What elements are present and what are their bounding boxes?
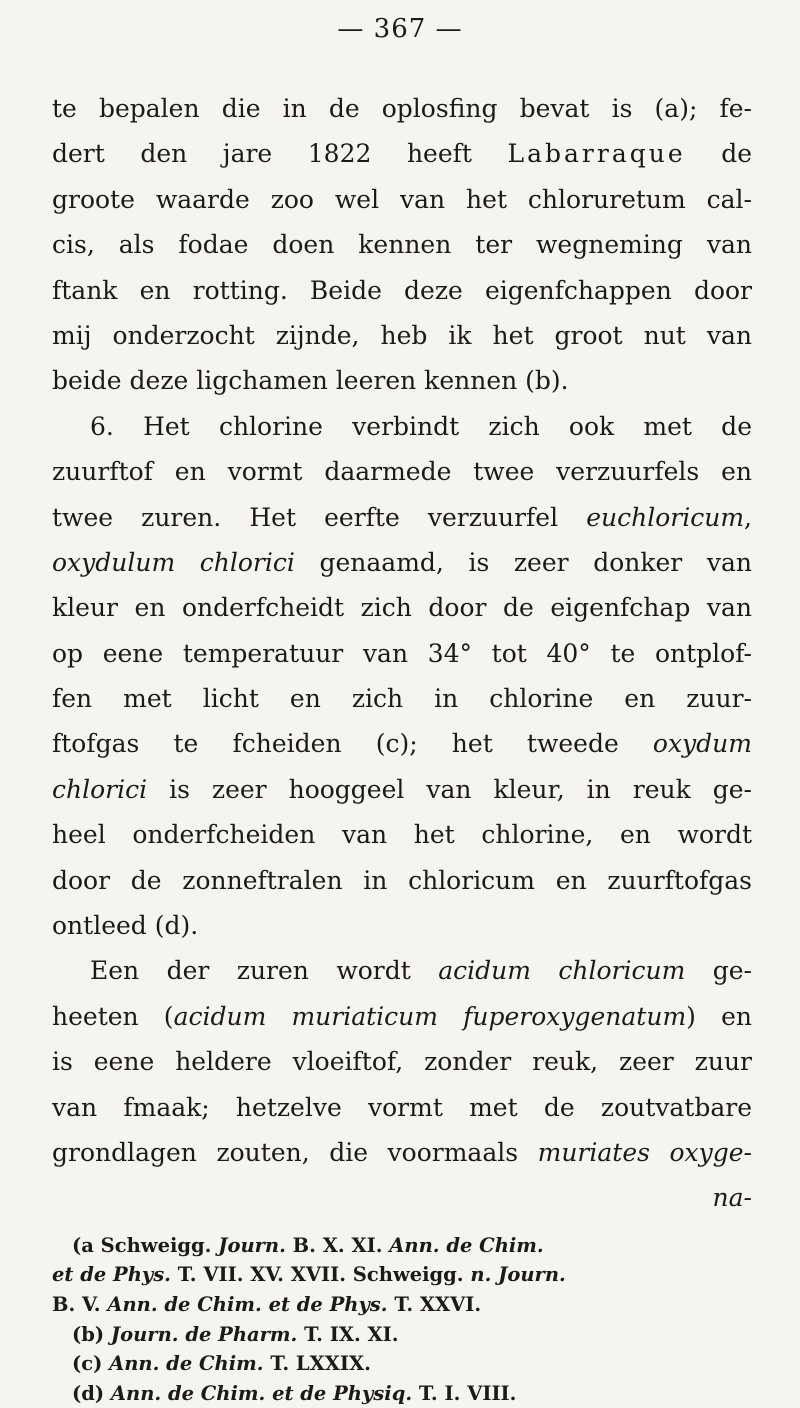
text-line: twee zuren. Het eerfte verzuurfel euchloricum, xyxy=(52,502,752,532)
main-text xyxy=(52,86,752,1408)
latin-term: muriates oxyge- xyxy=(537,1137,752,1167)
text-line: kleur en onderfcheidt zich door de eigenfchap van xyxy=(52,593,752,623)
author-name: Labarraque xyxy=(507,139,686,169)
footnote-line: (d) Ann. de Chim. et de Physiq. T. I. VIII. xyxy=(72,1381,517,1405)
text-line: fen met licht en zich in chlorine en zuur- xyxy=(52,684,752,714)
text-line: door de zonneftralen in chloricum en zuurftofgas xyxy=(52,865,752,895)
text-line: groote waarde zoo wel van het chloruretum cal- xyxy=(52,184,752,214)
text-line: ontleed (d). xyxy=(52,911,199,941)
page-number: — 367 — xyxy=(337,14,463,44)
text-line: dert den jare 1822 heeft Labarraque de xyxy=(52,139,752,169)
text-line: te bepalen die in de oplosfing bevat is (a); fe- xyxy=(52,94,752,123)
text-line: zuurftof en vormt daarmede twee verzuurfels en xyxy=(52,457,752,487)
footnote-line: B. V. Ann. de Chim. et de Phys. T. XXVI. xyxy=(52,1292,482,1316)
text-line: grondlagen zouten, die voormaals muriates oxyge- xyxy=(52,1137,752,1167)
latin-term: oxydum xyxy=(652,729,752,759)
text-line: heeten (acidum muriaticum fuperoxygenatum) en xyxy=(52,1001,752,1031)
footnote-line: (b) Journ. de Pharm. T. IX. XI. xyxy=(72,1322,399,1346)
latin-term: chlorici xyxy=(52,774,148,804)
latin-term: acidum chloricum xyxy=(438,956,686,986)
latin-term: euchloricum xyxy=(586,502,745,532)
latin-term: oxydulum chlorici xyxy=(52,547,295,577)
footnote-line: (c) Ann. de Chim. T. LXXIX. xyxy=(72,1352,371,1376)
text-line: op eene temperatuur van 34° tot 40° te ontplof- xyxy=(52,638,752,668)
catchword: na- xyxy=(712,1183,752,1213)
text-line: heel onderfcheiden van het chlorine, en wordt xyxy=(52,820,752,850)
footnote-line: (a Schweigg. Journ. B. X. XI. Ann. de Chim. xyxy=(72,1233,544,1257)
text-line: chlorici is zeer hooggeel van kleur, in reuk ge- xyxy=(52,774,752,804)
text-line: van fmaak; hetzelve vormt met de zoutvatbare xyxy=(52,1092,752,1122)
text-line: ftank en rotting. Beide deze eigenfchappen door xyxy=(52,275,752,305)
text-line: is eene heldere vloeiftof, zonder reuk, zeer zuur xyxy=(52,1047,752,1077)
text-line: cis, als fodae doen kennen ter wegneming van xyxy=(52,230,752,260)
footnote-line: et de Phys. T. VII. XV. XVII. Schweigg. n. Journ. xyxy=(52,1263,566,1287)
section-heading-line: 6. Het chlorine verbindt zich ook met de xyxy=(90,411,752,441)
text-line: mij onderzocht zijnde, heb ik het groot nut van xyxy=(52,320,752,350)
text-line: oxydulum chlorici genaamd, is zeer donker van xyxy=(52,547,752,577)
text-line: beide deze ligchamen leeren kennen (b). xyxy=(52,366,569,396)
text-line: ftofgas te fcheiden (c); het tweede oxydum xyxy=(52,729,752,759)
latin-term: acidum muriaticum fuperoxygenatum xyxy=(173,1001,687,1031)
text-line: Een der zuren wordt acidum chloricum ge- xyxy=(90,956,752,986)
